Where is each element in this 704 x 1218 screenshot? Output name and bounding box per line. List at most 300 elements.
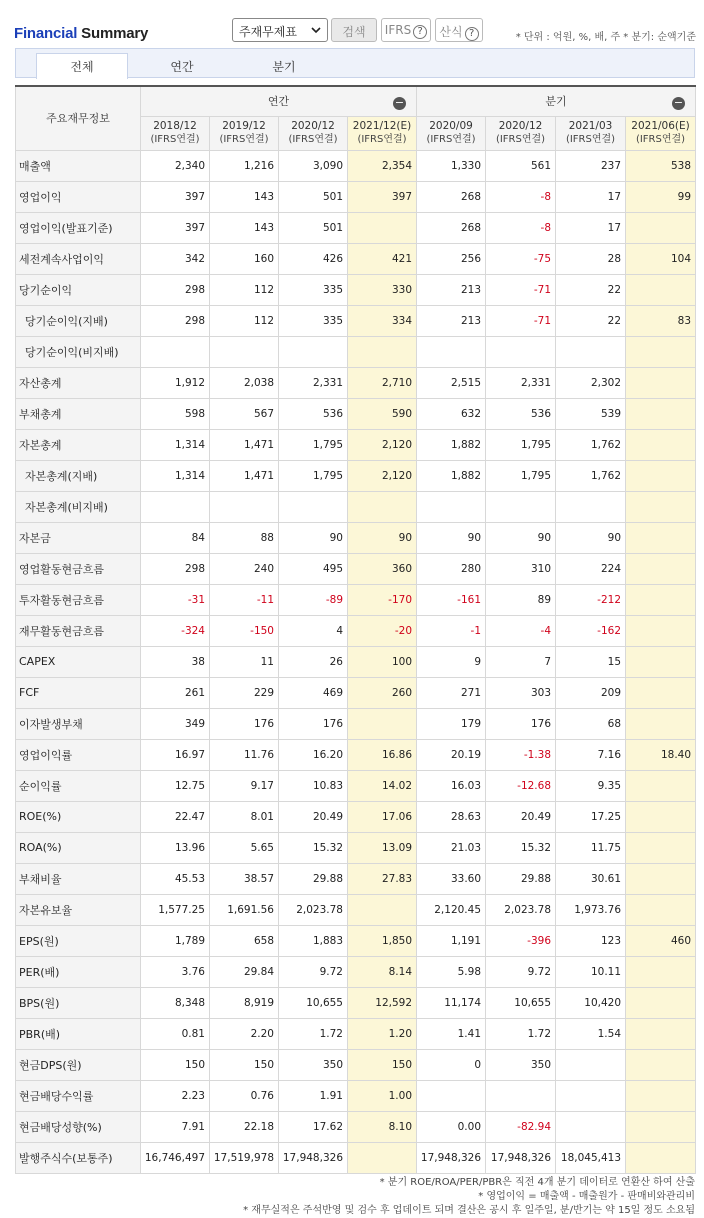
table-cell: 298 (141, 274, 210, 305)
table-cell: 501 (279, 212, 348, 243)
table-cell: 1.20 (348, 1018, 417, 1049)
formula-help-button[interactable] (435, 18, 483, 42)
table-cell (210, 336, 279, 367)
table-cell: 112 (210, 305, 279, 336)
table-cell: 213 (417, 305, 486, 336)
table-cell: 334 (348, 305, 417, 336)
row-label: FCF (16, 677, 141, 708)
collapse-quarter-icon[interactable]: − (673, 96, 684, 109)
table-cell (626, 336, 696, 367)
table-cell: 2,340 (141, 150, 210, 181)
table-cell: 7 (486, 646, 556, 677)
footnotes (243, 1176, 695, 1218)
table-cell (626, 615, 696, 646)
table-row (16, 491, 696, 522)
table-cell: 1.72 (486, 1018, 556, 1049)
quarter-group-label: 분기 (545, 95, 567, 109)
table-cell: 536 (279, 398, 348, 429)
tab-all[interactable]: 전체 (36, 53, 128, 79)
table-row (16, 956, 696, 987)
table-cell: 3.76 (141, 956, 210, 987)
table-cell: 1,762 (556, 460, 626, 491)
table-cell: 15 (556, 646, 626, 677)
table-cell (626, 491, 696, 522)
footnote: * 영업이익 = 매출액 - 매출원가 - 판매비와관리비 (478, 1191, 695, 1202)
table-cell: 567 (210, 398, 279, 429)
collapse-annual-icon[interactable]: − (394, 96, 405, 109)
column-basis: (IFRS연결) (288, 134, 338, 145)
table-cell: 1,762 (556, 429, 626, 460)
table-cell: 342 (141, 243, 210, 274)
column-header (626, 116, 696, 150)
table-cell: -324 (141, 615, 210, 646)
table-cell: 632 (417, 398, 486, 429)
table-cell (348, 894, 417, 925)
table-cell: 11 (210, 646, 279, 677)
table-cell (626, 553, 696, 584)
table-cell: 1,191 (417, 925, 486, 956)
table-cell: 9.17 (210, 770, 279, 801)
column-basis: (IFRS연결) (635, 134, 686, 145)
row-label: EPS(원) (16, 925, 141, 956)
table-cell: 10.83 (279, 770, 348, 801)
table-cell: 421 (348, 243, 417, 274)
column-period: 2020/12 (498, 120, 543, 132)
table-row (16, 460, 696, 491)
table-cell: 143 (210, 181, 279, 212)
table-cell: 84 (141, 522, 210, 553)
row-label: 자본총계 (16, 429, 141, 460)
table-cell: 303 (486, 677, 556, 708)
table-cell: 9.72 (279, 956, 348, 987)
table-cell (626, 863, 696, 894)
row-label: 발행주식수(보통주) (16, 1142, 141, 1173)
table-cell: 16.97 (141, 739, 210, 770)
table-cell: 26 (279, 646, 348, 677)
column-basis: (IFRS연결) (150, 134, 200, 145)
table-cell: 280 (417, 553, 486, 584)
table-cell (626, 646, 696, 677)
footnote: * 분기 ROE/ROA/PER/PBR은 직전 4개 분기 데이터로 연환산 하여 산출 (379, 1177, 695, 1188)
table-cell (348, 212, 417, 243)
column-header (556, 116, 626, 150)
table-cell: 268 (417, 212, 486, 243)
table-cell: -1 (417, 615, 486, 646)
table-cell: 17,948,326 (486, 1142, 556, 1173)
table-cell (626, 522, 696, 553)
table-cell: 83 (626, 305, 696, 336)
table-row (16, 1049, 696, 1080)
table-cell: 335 (279, 305, 348, 336)
table-cell: 17,519,978 (210, 1142, 279, 1173)
table-cell: 16.03 (417, 770, 486, 801)
table-cell: 268 (417, 181, 486, 212)
table-cell: -20 (348, 615, 417, 646)
table-cell: 260 (348, 677, 417, 708)
table-cell (417, 336, 486, 367)
row-label: 세전계속사업이익 (16, 243, 141, 274)
table-cell: 99 (626, 181, 696, 212)
table-cell: -8 (486, 212, 556, 243)
row-label: 영업활동현금흐름 (16, 553, 141, 584)
table-cell: -89 (279, 584, 348, 615)
chevron-down-icon (310, 24, 322, 36)
unit-note: * 단위 : 억원, %, 배, 주 * 분기: 순액기준 (515, 32, 696, 43)
table-cell (626, 1049, 696, 1080)
column-basis: (IFRS연결) (565, 134, 616, 145)
ifrs-help-button[interactable] (381, 18, 431, 42)
table-cell: 536 (486, 398, 556, 429)
table-cell: 176 (486, 708, 556, 739)
table-cell: -11 (210, 584, 279, 615)
row-label: PBR(배) (16, 1018, 141, 1049)
table-cell: -170 (348, 584, 417, 615)
table-cell (417, 491, 486, 522)
table-row (16, 677, 696, 708)
table-cell: 2,515 (417, 367, 486, 398)
table-cell: 2,120 (348, 460, 417, 491)
select-value: 주재무제표 (239, 25, 297, 39)
table-cell: 9.72 (486, 956, 556, 987)
table-cell: 22.47 (141, 801, 210, 832)
table-row (16, 553, 696, 584)
table-cell (348, 336, 417, 367)
table-cell: 1,330 (417, 150, 486, 181)
table-cell: -212 (556, 584, 626, 615)
table-cell: 14.02 (348, 770, 417, 801)
column-basis: (IFRS연결) (426, 134, 476, 145)
corner-header: 주요재무정보 (16, 86, 141, 150)
row-label: 재무활동현금흐름 (16, 615, 141, 646)
table-cell: 1,912 (141, 367, 210, 398)
table-cell: 11.76 (210, 739, 279, 770)
row-label: ROE(%) (16, 801, 141, 832)
table-cell: 89 (486, 584, 556, 615)
table-cell: 1,216 (210, 150, 279, 181)
table-cell: 8,348 (141, 987, 210, 1018)
table-cell (486, 1080, 556, 1111)
table-cell: 209 (556, 677, 626, 708)
table-cell: -31 (141, 584, 210, 615)
table-cell: 1,577.25 (141, 894, 210, 925)
table-cell: 18,045,413 (556, 1142, 626, 1173)
table-cell: 38.57 (210, 863, 279, 894)
column-header (417, 116, 486, 150)
table-cell: 330 (348, 274, 417, 305)
table-row (16, 832, 696, 863)
table-cell: 2.20 (210, 1018, 279, 1049)
column-header (210, 116, 279, 150)
table-cell: 1,314 (141, 460, 210, 491)
table-cell: 1,882 (417, 429, 486, 460)
row-label: 현금DPS(원) (16, 1049, 141, 1080)
table-cell: 90 (556, 522, 626, 553)
table-cell: 17.06 (348, 801, 417, 832)
table-cell: 90 (348, 522, 417, 553)
table-cell: 9 (417, 646, 486, 677)
row-label: 영업이익 (16, 181, 141, 212)
table-cell: 20.49 (486, 801, 556, 832)
table-row (16, 770, 696, 801)
table-cell: -75 (486, 243, 556, 274)
table-cell: -161 (417, 584, 486, 615)
row-label: 부채비율 (16, 863, 141, 894)
table-cell: 90 (279, 522, 348, 553)
table-cell: 335 (279, 274, 348, 305)
table-cell: 29.84 (210, 956, 279, 987)
table-cell (486, 491, 556, 522)
table-cell: 224 (556, 553, 626, 584)
table-cell: 237 (556, 150, 626, 181)
table-cell: 22 (556, 305, 626, 336)
table-cell: 426 (279, 243, 348, 274)
table-cell: 20.49 (279, 801, 348, 832)
table-cell: 7.16 (556, 739, 626, 770)
table-row (16, 398, 696, 429)
table-row (16, 1018, 696, 1049)
column-period: 2021/06(E) (631, 120, 690, 132)
table-cell: 176 (279, 708, 348, 739)
table-cell: 68 (556, 708, 626, 739)
table-cell: 8.01 (210, 801, 279, 832)
table-cell: 460 (626, 925, 696, 956)
table-cell: 150 (348, 1049, 417, 1080)
row-label: 자본유보율 (16, 894, 141, 925)
table-cell: 298 (141, 553, 210, 584)
table-cell: 2,302 (556, 367, 626, 398)
table-row (16, 708, 696, 739)
table-cell: -12.68 (486, 770, 556, 801)
table-cell: 2,120 (348, 429, 417, 460)
table-cell: 28.63 (417, 801, 486, 832)
page-title (14, 25, 148, 42)
row-label: 현금배당수익률 (16, 1080, 141, 1111)
table-cell: 90 (417, 522, 486, 553)
table-cell: 27.83 (348, 863, 417, 894)
table-cell: 17.25 (556, 801, 626, 832)
table-cell (626, 1080, 696, 1111)
table-cell: 1,795 (486, 429, 556, 460)
table-cell: 1,883 (279, 925, 348, 956)
row-label: 당기순이익(비지배) (16, 336, 141, 367)
table-row (16, 522, 696, 553)
table-cell: 5.98 (417, 956, 486, 987)
search-button[interactable]: 검색 (331, 18, 377, 42)
period-tabs (15, 48, 695, 78)
table-cell (556, 1049, 626, 1080)
table-row (16, 1111, 696, 1142)
table-cell (626, 770, 696, 801)
row-label: 자산총계 (16, 367, 141, 398)
table-cell: 2,710 (348, 367, 417, 398)
table-row (16, 615, 696, 646)
footnote: * 재무실적은 주석반영 및 검수 후 업데이트 되며 결산은 공시 후 일주일, 분/반기는 약 15일 정도 소요됨 (243, 1205, 695, 1216)
table-cell: -71 (486, 305, 556, 336)
table-cell: 0.76 (210, 1080, 279, 1111)
table-cell: 160 (210, 243, 279, 274)
table-cell: 88 (210, 522, 279, 553)
financial-summary-table (15, 85, 696, 1174)
table-cell: 3,090 (279, 150, 348, 181)
table-row (16, 274, 696, 305)
table-cell (556, 1080, 626, 1111)
table-cell: 22 (556, 274, 626, 305)
table-cell: -162 (556, 615, 626, 646)
table-cell (626, 1142, 696, 1173)
table-cell: 2,023.78 (486, 894, 556, 925)
quarter-group-header (417, 86, 696, 116)
table-cell (626, 460, 696, 491)
table-cell: 1.54 (556, 1018, 626, 1049)
table-cell: 2,331 (279, 367, 348, 398)
table-cell: 16,746,497 (141, 1142, 210, 1173)
column-period: 2018/12 (153, 120, 197, 132)
column-header (348, 116, 417, 150)
row-label: 이자발생부채 (16, 708, 141, 739)
column-header (486, 116, 556, 150)
table-cell: 38 (141, 646, 210, 677)
table-row (16, 181, 696, 212)
table-cell: 1,795 (279, 460, 348, 491)
table-cell: 2,331 (486, 367, 556, 398)
table-cell: -71 (486, 274, 556, 305)
row-label: 영업이익(발표기준) (16, 212, 141, 243)
column-period: 2020/09 (429, 120, 473, 132)
column-period: 2021/12(E) (352, 120, 412, 132)
table-row (16, 429, 696, 460)
title-financial: Financial (14, 25, 78, 42)
table-cell (348, 1142, 417, 1173)
column-period: 2019/12 (222, 120, 266, 132)
table-row (16, 336, 696, 367)
table-row (16, 150, 696, 181)
table-cell: 9.35 (556, 770, 626, 801)
table-cell (626, 832, 696, 863)
table-cell: 8,919 (210, 987, 279, 1018)
table-cell: -150 (210, 615, 279, 646)
table-cell: 1,882 (417, 460, 486, 491)
tab-quarter[interactable]: 분기 (272, 60, 296, 74)
table-cell: 17.62 (279, 1111, 348, 1142)
table-cell: 298 (141, 305, 210, 336)
table-cell: 12,592 (348, 987, 417, 1018)
toolbar (14, 16, 696, 46)
table-cell: 397 (141, 212, 210, 243)
column-header (141, 116, 210, 150)
table-row (16, 987, 696, 1018)
table-cell: 10,655 (486, 987, 556, 1018)
statement-type-select[interactable] (232, 18, 328, 42)
ifrs-label: IFRS (384, 23, 412, 37)
title-summary: Summary (77, 25, 149, 42)
table-cell: 10,655 (279, 987, 348, 1018)
table-cell: 150 (210, 1049, 279, 1080)
row-label: 자본금 (16, 522, 141, 553)
table-row (16, 863, 696, 894)
table-cell: 21.03 (417, 832, 486, 863)
table-cell: 29.88 (486, 863, 556, 894)
table-row (16, 739, 696, 770)
tab-annual[interactable]: 연간 (170, 60, 194, 74)
table-cell: 123 (556, 925, 626, 956)
table-cell: 1,471 (210, 460, 279, 491)
table-row (16, 584, 696, 615)
table-cell: 1.91 (279, 1080, 348, 1111)
table-cell: -4 (486, 615, 556, 646)
table-cell: 16.20 (279, 739, 348, 770)
table-cell: 658 (210, 925, 279, 956)
table-cell (210, 491, 279, 522)
table-cell (141, 491, 210, 522)
table-cell: 240 (210, 553, 279, 584)
table-cell: 350 (279, 1049, 348, 1080)
table-cell: 271 (417, 677, 486, 708)
table-cell: 90 (486, 522, 556, 553)
table-cell: 8.14 (348, 956, 417, 987)
table-cell: 1.72 (279, 1018, 348, 1049)
table-cell: 495 (279, 553, 348, 584)
table-cell: 0 (417, 1049, 486, 1080)
table-cell: 350 (486, 1049, 556, 1080)
table-cell: 7.91 (141, 1111, 210, 1142)
table-cell: 360 (348, 553, 417, 584)
row-label: ROA(%) (16, 832, 141, 863)
table-cell (626, 708, 696, 739)
table-cell: 143 (210, 212, 279, 243)
table-cell (626, 367, 696, 398)
table-cell (626, 1111, 696, 1142)
table-cell: 28 (556, 243, 626, 274)
table-cell: 13.96 (141, 832, 210, 863)
table-cell: 10.11 (556, 956, 626, 987)
table-cell: 538 (626, 150, 696, 181)
table-cell: 229 (210, 677, 279, 708)
table-row (16, 1142, 696, 1173)
table-cell: 1,850 (348, 925, 417, 956)
table-cell: 4 (279, 615, 348, 646)
table-cell: 1.00 (348, 1080, 417, 1111)
table-row (16, 925, 696, 956)
table-cell (626, 429, 696, 460)
row-label: 자본총계(지배) (16, 460, 141, 491)
table-cell: 501 (279, 181, 348, 212)
table-cell: 15.32 (279, 832, 348, 863)
table-cell: 590 (348, 398, 417, 429)
column-header (279, 116, 348, 150)
table-cell: -82.94 (486, 1111, 556, 1142)
table-cell: 256 (417, 243, 486, 274)
table-cell: 22.18 (210, 1111, 279, 1142)
table-cell: 561 (486, 150, 556, 181)
column-basis: (IFRS연결) (219, 134, 269, 145)
table-row (16, 646, 696, 677)
column-period: 2021/03 (568, 120, 613, 132)
question-icon: ? (465, 27, 479, 41)
table-cell: 1,314 (141, 429, 210, 460)
table-cell: 310 (486, 553, 556, 584)
annual-group-label: 연간 (267, 95, 290, 109)
table-cell: 11.75 (556, 832, 626, 863)
table-cell (556, 1111, 626, 1142)
table-cell (279, 491, 348, 522)
table-cell (556, 491, 626, 522)
table-cell: 17,948,326 (279, 1142, 348, 1173)
table-cell: 349 (141, 708, 210, 739)
row-label: 투자활동현금흐름 (16, 584, 141, 615)
annual-group-header (141, 86, 417, 116)
table-cell: 29.88 (279, 863, 348, 894)
table-cell (626, 677, 696, 708)
